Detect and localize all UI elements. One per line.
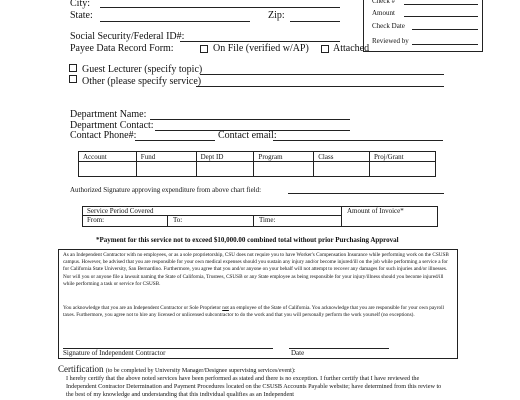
certification-title: Certification — [58, 364, 104, 374]
attached-checkbox[interactable] — [321, 45, 329, 53]
proj-grant-header: Proj/Grant — [370, 152, 436, 162]
amount-divider — [341, 207, 342, 226]
other-service-label: Other (please specify service) — [82, 76, 202, 87]
time-label[interactable]: Time: — [259, 216, 276, 224]
certification-heading — [58, 364, 296, 374]
from-divider — [167, 215, 168, 226]
authorized-signature-line[interactable] — [288, 193, 444, 194]
class-cell[interactable] — [314, 162, 370, 177]
check-number-line[interactable] — [404, 4, 478, 5]
contact-phone-line[interactable] — [135, 140, 215, 141]
workers-comp-paragraph: As an Independent Contractor with no employees, or as a sole proprietorship, CSU does not require you to have Worker's Compensation Insurance while performing work on the CSUSB campus. However, be advised that you are responsible for your own medical expenses should you sustain any injury and/or become injured/ill on the job while performing a service a for for California State University, San Bernardino. Furthermore, you agree that you and/or anyone on your behalf will not attempt to recover any damages for such injuries and/or illnesses. Nor will you or anyone file a lawsuit naming the State of California, Trustees, CSUSB or any State employee as being responsible for your injury/illness should you become injured/ill while performing a task or service for CSUSB. — [63, 252, 449, 287]
from-label[interactable]: From: — [87, 216, 105, 224]
department-name-label: Department Name: — [70, 109, 147, 120]
guest-lecturer-label: Guest Lecturer (specify topic) — [82, 64, 203, 75]
to-divider — [253, 215, 254, 226]
dept-id-cell[interactable] — [196, 162, 254, 177]
not-emphasis: not — [222, 305, 229, 311]
contractor-status-paragraph — [63, 305, 449, 319]
on-file-label: On File (verified w/AP) — [213, 43, 309, 54]
amount-of-invoice-label[interactable]: Amount of Invoice* — [347, 207, 404, 215]
authorized-signature-label: Authorized Signature approving expenditure from above chart field: — [70, 186, 262, 194]
proj-grant-cell[interactable] — [370, 162, 436, 177]
service-period-title: Service Period Covered — [87, 207, 154, 215]
fund-header: Fund — [136, 152, 196, 162]
city-line[interactable] — [100, 7, 340, 8]
contact-phone-label: Contact Phone#: — [70, 130, 137, 141]
zip-line[interactable] — [290, 21, 340, 22]
certification-note: (to be completed by University Manager/Designee supervising services/event): — [105, 368, 296, 374]
contractor-date-label: Date — [291, 349, 305, 357]
city-label: City: — [70, 0, 91, 9]
payment-limit-note: *Payment for this service not to exceed $10,000.00 combined total without prior Purchasing Approval — [96, 236, 399, 244]
attached-label: Attached — [333, 43, 370, 54]
account-header: Account — [79, 152, 137, 162]
reviewed-by-label: Reviewed by — [372, 37, 409, 45]
dept-id-header: Dept ID — [196, 152, 254, 162]
ssn-label: Social Security/Federal ID#: — [70, 31, 185, 42]
ssn-line[interactable] — [180, 41, 340, 42]
contractor-status-text-a: You acknowledge that you are an Independent Contractor or Sole Proprietor — [63, 305, 223, 311]
service-period-divider — [83, 215, 341, 216]
zip-label: Zip: — [268, 10, 285, 21]
check-date-label: Check Date — [372, 22, 405, 30]
account-cell[interactable] — [79, 162, 137, 177]
guest-lecturer-line[interactable] — [200, 74, 444, 75]
account-table — [78, 151, 436, 177]
check-date-line[interactable] — [412, 29, 478, 30]
department-name-line[interactable] — [150, 119, 350, 120]
contractor-signature-label: Signature of Independent Contractor — [63, 349, 166, 357]
state-label: State: — [70, 10, 93, 21]
to-label[interactable]: To: — [173, 216, 183, 224]
other-service-line[interactable] — [196, 86, 444, 87]
contact-email-line[interactable] — [273, 140, 443, 141]
check-number-label: Check # — [372, 0, 396, 5]
amount-label: Amount — [372, 9, 395, 17]
guest-lecturer-checkbox[interactable] — [69, 64, 77, 72]
contractor-status-text-b: an employee of the State of California. You acknowledge that you are responsible for your own payroll taxes. Furthermore, you agree not to hire any licensed or unlicensed subcontractor to do the work and that you will personally perform the work yourself (no exceptions). — [63, 305, 444, 319]
account-table-header-row — [79, 152, 436, 162]
other-service-checkbox[interactable] — [69, 75, 77, 83]
on-file-checkbox[interactable] — [200, 45, 208, 53]
amount-line[interactable] — [404, 16, 478, 17]
state-line[interactable] — [100, 21, 250, 22]
account-table-entry-row[interactable] — [79, 162, 436, 177]
payee-record-label: Payee Data Record Form: — [70, 43, 174, 54]
program-header: Program — [254, 152, 314, 162]
program-cell[interactable] — [254, 162, 314, 177]
fund-cell[interactable] — [136, 162, 196, 177]
reviewed-by-line[interactable] — [412, 44, 478, 45]
certification-body: I hereby certify that the above noted services have been performed as stated and there is no exception. I further certify that I have reviewed the Independent Contractor Determination and Payment Procedures located on the CSUSB Accounts Payable website; have determined from this review to the best of my knowledge and understanding that this individual qualifies as an Independent — [66, 375, 442, 398]
office-use-box — [363, 0, 483, 52]
department-contact-label: Department Contact: — [70, 120, 154, 131]
service-period-table — [82, 206, 438, 227]
contractor-acknowledgement-box — [58, 249, 458, 359]
class-header: Class — [314, 152, 370, 162]
contact-email-label: Contact email: — [218, 130, 277, 141]
